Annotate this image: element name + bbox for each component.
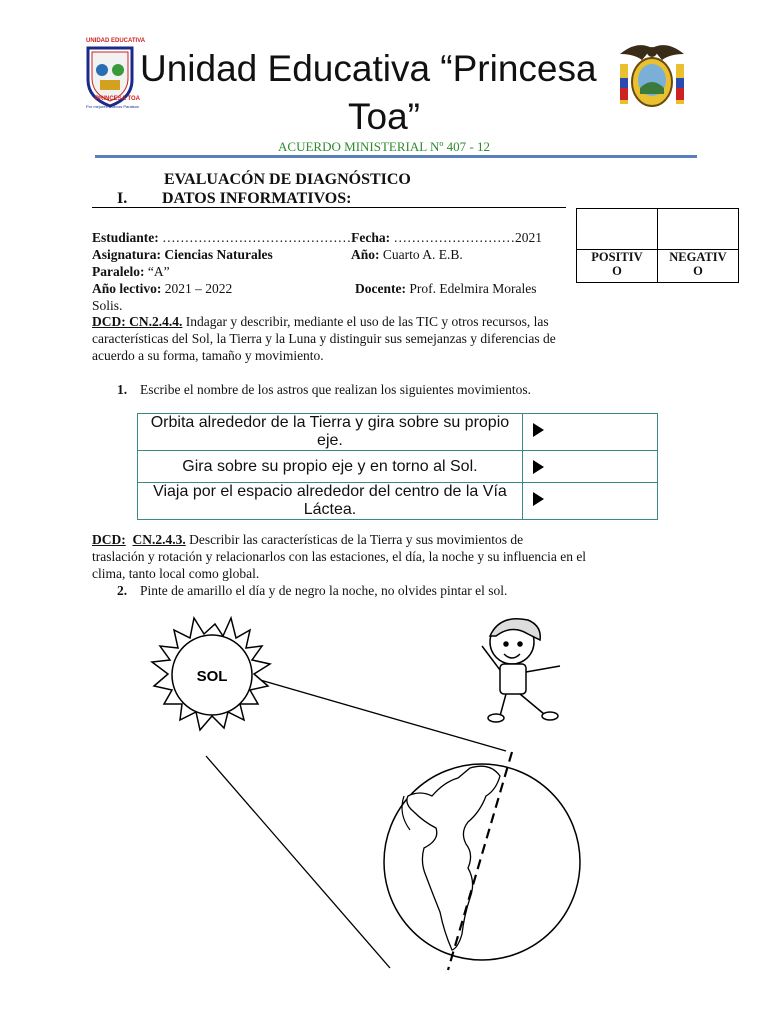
subject-value: Ciencias Naturales <box>164 247 273 262</box>
dcd2-code: DCD: <box>92 532 126 547</box>
astro-description-1: Orbita alrededor de la Tierra y gira sobre su propio eje. <box>138 414 523 451</box>
q1-number: 1. <box>117 382 128 397</box>
table-row <box>138 414 658 451</box>
section-title: DATOS INFORMATIVOS: <box>162 190 352 207</box>
eval-cell-negative-blank[interactable] <box>658 209 739 250</box>
subject-row <box>92 246 273 263</box>
section-number: I. <box>117 190 128 207</box>
acuerdo-ministerial: ACUERDO MINISTERIAL Nº 407 - 12 <box>278 139 490 154</box>
q2-text: Pinte de amarillo el día y de negro la noche, no olvides pintar el sol. <box>140 583 508 598</box>
sun-earth-illustration[interactable] <box>0 600 768 1024</box>
date-field[interactable]: ………………………2021 <box>393 230 542 245</box>
teacher-value-cont: Solis. <box>92 298 123 313</box>
sun-label: SOL <box>196 668 228 685</box>
astro-answer-2[interactable] <box>522 451 657 483</box>
dcd2-code2: CN.2.4.3. <box>132 532 186 547</box>
arrow-right-icon <box>533 492 544 506</box>
arrow-right-icon <box>533 460 544 474</box>
coat-of-arms-icon <box>612 40 692 112</box>
school-year-row <box>92 280 232 297</box>
child-cartoon-icon <box>482 619 560 722</box>
dcd2-line1 <box>92 531 523 548</box>
arrow-right-icon <box>533 423 544 437</box>
dcd1-code: DCD: CN.2.4.4. <box>92 314 183 329</box>
parallel-value: “A” <box>147 264 170 279</box>
exam-title: EVALUACÓN DE DIAGNÓSTICO <box>164 171 411 188</box>
q1-text: Escribe el nombre de los astros que realizan los siguientes movimientos. <box>140 382 532 397</box>
school-title-line1: Unidad Educativa “Princesa <box>140 48 597 89</box>
subject-label: Asignatura: <box>92 247 162 262</box>
parallel-label: Paralelo: <box>92 264 145 279</box>
year-label: Año: <box>351 247 380 262</box>
dcd1-line3: acuerdo a su forma, tamaño y movimiento. <box>92 348 324 363</box>
table-row <box>138 483 658 520</box>
section-underline <box>92 207 566 208</box>
dcd2-line3: clima, tanto local como global. <box>92 566 260 581</box>
astro-answer-3[interactable] <box>522 483 657 520</box>
school-title-line2: Toa” <box>348 96 420 137</box>
header-divider <box>95 155 697 158</box>
date-label: Fecha: <box>351 230 391 245</box>
teacher-row <box>355 280 536 297</box>
q2-number: 2. <box>117 583 128 598</box>
teacher-value: Prof. Edelmira Morales <box>409 281 537 296</box>
astro-description-2: Gira sobre su propio eje y en torno al Sol. <box>138 451 523 483</box>
teacher-label: Docente: <box>355 281 406 296</box>
parallel-row <box>92 263 170 280</box>
negative-text: NEGATIVO <box>669 250 727 278</box>
logo-text-top: UNIDAD EDUCATIVA <box>86 38 146 44</box>
student-label: Estudiante: <box>92 230 159 245</box>
astro-answer-1[interactable] <box>522 414 657 451</box>
dcd1-line1 <box>92 313 549 330</box>
student-field[interactable]: …………………………………… <box>162 230 352 245</box>
dcd1-text1: Indagar y describir, mediante el uso de las TIC y otros recursos, las <box>182 314 549 329</box>
logo-motto: Por mejores Nuevos Paraisos <box>86 104 139 109</box>
school-year-value: 2021 – 2022 <box>164 281 233 296</box>
evaluation-table <box>576 208 739 283</box>
table-row <box>138 451 658 483</box>
logo-text-bottom: PRINCESA TOA <box>95 96 141 102</box>
astro-description-3: Viaja por el espacio alrededor del centro de la Vía Láctea. <box>138 483 523 520</box>
year-value: Cuarto A. E.B. <box>382 247 463 262</box>
student-row <box>92 229 542 246</box>
positive-text: POSITIVO <box>591 250 643 278</box>
year-row <box>351 246 463 263</box>
eval-label-negative <box>658 250 739 283</box>
astros-table <box>137 413 658 520</box>
eval-label-positive <box>577 250 658 283</box>
dcd1-line2: características del Sol, la Tierra y la Luna y distinguir sus semejanzas y diferencias de <box>92 331 556 346</box>
school-year-label: Año lectivo: <box>92 281 162 296</box>
eval-cell-positive-blank[interactable] <box>577 209 658 250</box>
dcd2-line2: traslación y rotación y relacionarlos con las estaciones, el día, la noche y su influencia en el <box>92 549 587 564</box>
dcd2-text1: Describir las características de la Tierra y sus movimientos de <box>185 532 524 547</box>
